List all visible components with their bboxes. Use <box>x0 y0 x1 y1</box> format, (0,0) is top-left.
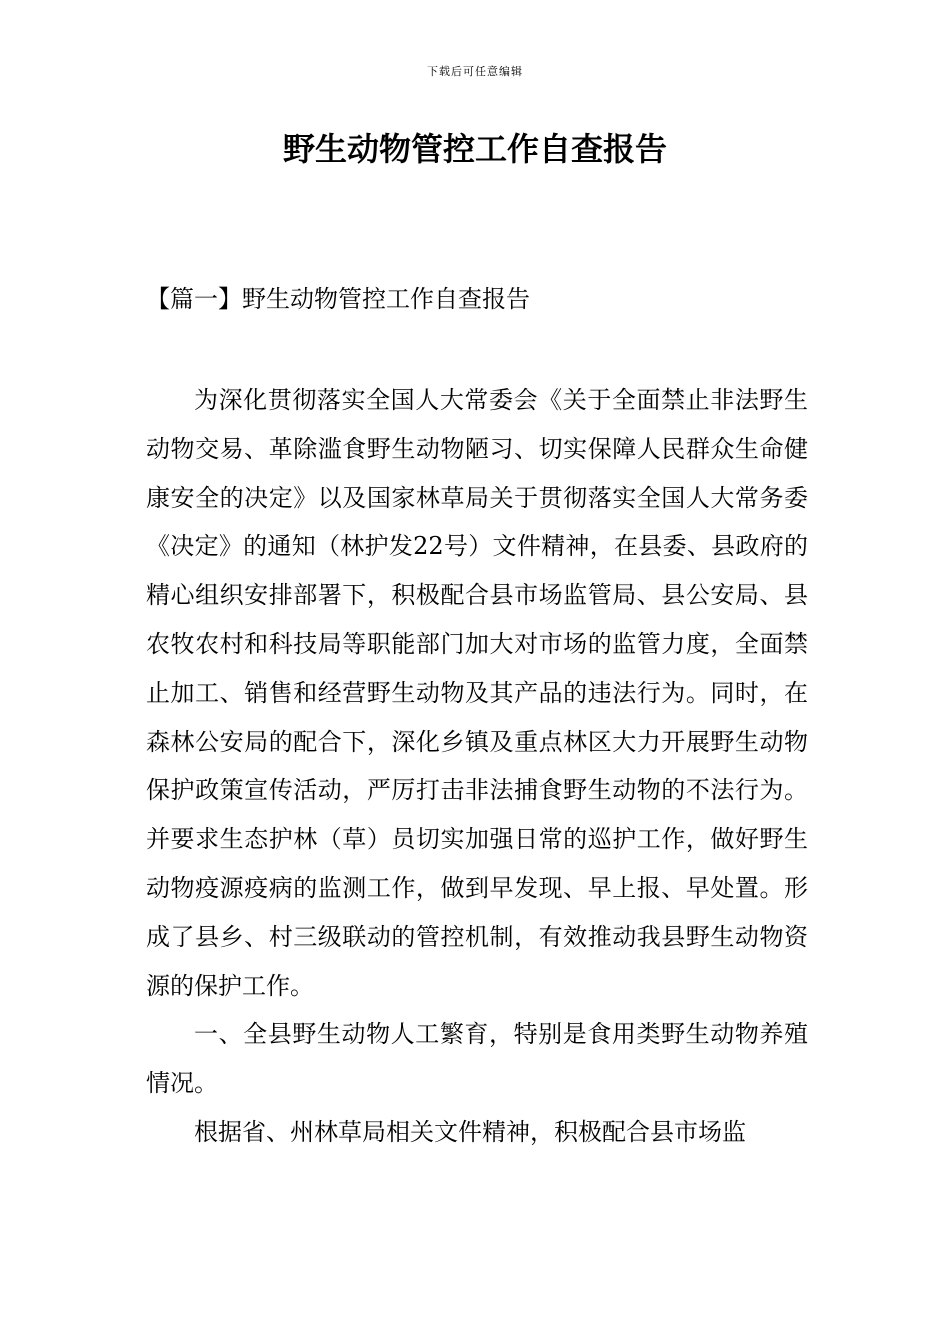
body-paragraph-item-one: 一、全县野生动物人工繁育，特别是食用类野生动物养殖情况。 <box>146 1020 808 1098</box>
body-paragraph-intro: 为深化贯彻落实全国人大常委会《关于全面禁止非法野生动物交易、革除滥食野生动物陋习、切实保障人民群众生命健康安全的决定》以及国家林草局关于贯彻落实全国人大常务委《决定》的通知（林护发22号）文件精神，在县委、县政府的精心组织安排部署下，积极配合县市场监管局、县公安局、县农牧农村和科技局等职能部门加大对市场的监管力度，全面禁止加工、销售和经营野生动物及其产品的违法行为。同时，在森林公安局的配合下，深化乡镇及重点林区大力开展野生动物保护政策宣传活动，严厉打击非法捕食野生动物的不法行为。并要求生态护林（草）员切实加强日常的巡护工作，做好野生动物疫源疫病的监测工作，做到早发现、早上报、早处置。形成了县乡、村三级联动的管控机制，有效推动我县野生动物资源的保护工作。 <box>146 386 808 1000</box>
document-title: 野生动物管控工作自查报告 <box>282 130 667 168</box>
document-body <box>146 376 808 1157</box>
body-paragraph-continuation: 根据省、州林草局相关文件精神，积极配合县市场监 <box>194 1117 746 1146</box>
section-heading: 【篇一】野生动物管控工作自查报告 <box>146 285 530 313</box>
page-header-note: 下载后可任意编辑 <box>427 65 523 78</box>
